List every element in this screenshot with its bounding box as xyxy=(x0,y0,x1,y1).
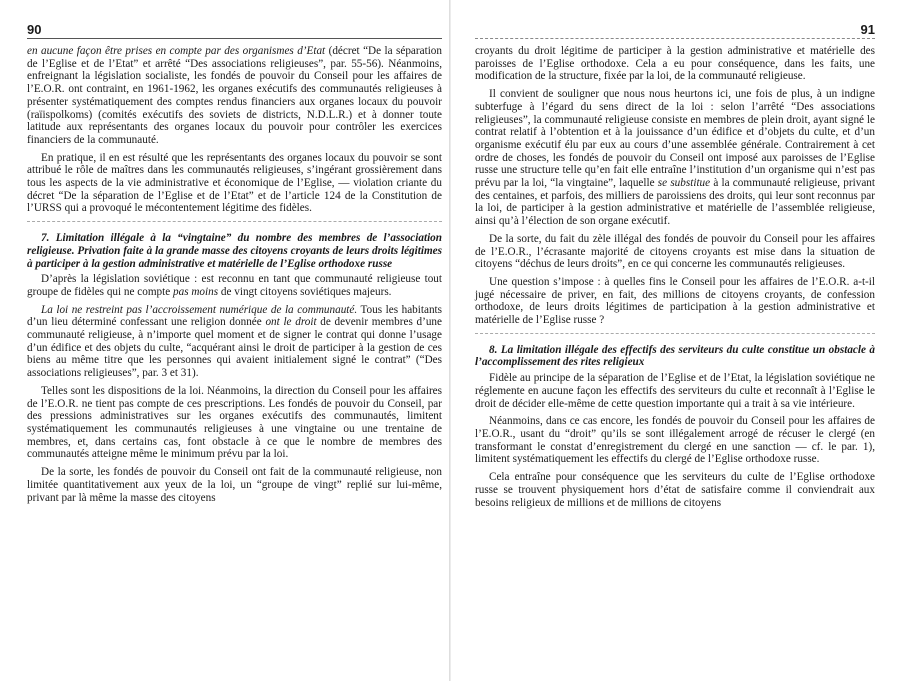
left-p4-italic-2: ont le droit xyxy=(265,316,317,329)
right-paragraph-3: De la sorte, du fait du zèle illégal des fondés de pouvoir du Conseil pour les affaires de l’E.O.R., l’écrasante majorité de citoyens croyants est mise dans la situation de citoyens “déchus de leurs droits”, en ce qui concerne les communautés religieuses. xyxy=(475,232,875,271)
left-p1-rest: (décret “De la séparation de l’Eglise et de l’Etat” et arrêté “Des associations religieuses”, par. 55-56). Néanmoins, enfreignant la législation socialiste, les fondés de pouvoir du Conseil pour les affaires de l’E.O.R. ont contraint, en 1961-1962, les organes exécutifs des communautés religieuses à présenter systématiquement des comptes rendus financiers aux organes locaux du pouvoir (raïispolkoms) (comités exécutifs des soviets de districts, N.D.L.R.) et à donner toute latitude aux représentants des organes locaux du pouvoir pour contrôler les exercices financiers de la communauté. xyxy=(27,45,442,146)
left-p4-text-a: Tous les habitants d’un lieu déterminé confessant une religion donnée xyxy=(27,303,443,329)
left-p4-italic: La loi ne restreint pas l’accroissement numérique de la communauté. xyxy=(41,303,358,316)
right-page xyxy=(451,0,901,681)
right-page-header xyxy=(475,22,875,39)
left-page-number: 90 xyxy=(27,22,42,37)
section-7-heading: 7. Limitation illégale à la “vingtaine” du nombre des membres de l’association religieuse. Privation faite à la grande masse des citoyens croyants de leurs droits légitimes à participer à la gestion administrative et matérielle de l’Eglise orthodoxe russe xyxy=(27,232,442,270)
right-paragraph-4: Une question s’impose : à quelles fins le Conseil pour les affaires de l’E.O.R. a-t-il jugé nécessaire de priver, en fait, des millions de citoyens croyants, de confession orthodoxe, de leurs droits légitimes de participation à la gestion administrative et matérielle de l’Eglise russe ? xyxy=(475,275,875,327)
left-p1-italic: en aucune façon être prises en compte par des organismes d’Etat xyxy=(27,45,326,57)
section-8-heading: 8. La limitation illégale des effectifs des serviteurs du culte constitue un obstacle à l’accomplissement des rites religieux xyxy=(475,343,875,369)
left-page-header xyxy=(27,22,442,39)
right-paragraph-6: Néanmoins, dans ce cas encore, les fondés de pouvoir du Conseil pour les affaires de l’E.O.R., usant du “droit” qu’ils se sont illégalement arrogé de récuser le clergé (en transformant le constat d’enregistrement du clergé en une sanction — cf. le par. 1), limitent systématiquement les effectifs du clergé de l’Eglise orthodoxe russe. xyxy=(475,415,875,466)
right-p2-text-b: à la communauté religieuse, privant des centaines, et parfois, des milliers de paroissiens des droits, qui leur sont reconnus par la loi, de participer à la gestion administrative et matérielle de l’assemblée religieuse, ainsi qu’à l’élection de son organe exécutif. xyxy=(475,177,875,228)
left-p3-text-a: D’après la législation soviétique : est reconnu en tant que communauté religieuse tout groupe de fidèles qui ne compte xyxy=(27,273,442,298)
right-page-number: 91 xyxy=(860,22,875,37)
left-paragraph-2: En pratique, il en est résulté que les représentants des organes locaux du pouvoir se sont attribué le rôle de maîtres dans les communautés religieuses, s’ingérant grossièrement dans tous les aspects de la vie administrative et économique de l’Eglise, — violation criante du décret “De la séparation de l’Eglise et de l’Etat” et de l’article 124 de la Constitution de l’URSS qui a provoqué le mécontentement légitime des fidèles. xyxy=(27,151,442,215)
right-p2-italic: se substitue xyxy=(657,177,711,190)
section-separator-right xyxy=(475,333,875,334)
right-paragraph-7: Cela entraîne pour conséquence que les serviteurs du culte de l’Eglise orthodoxe russe se trouvent physiquement hors d’état de satisfaire comme il conviendrait aux besoins religieux de millions et de millions de citoyens xyxy=(475,471,875,509)
left-p3-text-b: de vingt citoyens soviétiques majeurs. xyxy=(218,285,392,298)
left-paragraph-6: De la sorte, les fondés de pouvoir du Conseil ont fait de la communauté religieuse, non limitée quantitativement aux yeux de la loi, un “groupe de vingt” replié sur lui-même, privant par là même la masse des citoyens xyxy=(27,466,442,504)
right-paragraph-1: croyants du droit légitime de participer à la gestion administrative et matérielle des paroisses de l’Eglise orthodoxe. Cela a eu pour conséquence, dans les faits, une modification de la structure, fixée par la loi, de la communauté religieuse. xyxy=(475,45,875,83)
right-paragraph-5: Fidèle au principe de la séparation de l’Eglise et de l’Etat, la législation soviétique ne réglemente en aucune façon les effectifs des serviteurs du culte et reconnaît à l’Eglise le droit de décider elle-même de cette question importante qui a trait à sa vie intérieure. xyxy=(475,372,875,410)
left-p3-italic: pas moins xyxy=(173,285,219,298)
left-paragraph-1 xyxy=(27,45,442,147)
right-paragraph-2 xyxy=(475,88,875,228)
left-paragraph-5: Telles sont les dispositions de la loi. Néanmoins, la direction du Conseil pour les affaires de l’E.O.R. ne tient pas compte de ces prescriptions. Les fondés de pouvoir du Conseil, par des pressions administratives sur les organes exécutifs des communautés, limitent systématiquement les communautés religieuses à une vingtaine ou une trentaine de membres, et, dans certains cas, font obstacle à ce que le nombre de membres des communautés atteigne même le minimum prévu par la loi. xyxy=(27,384,442,461)
section-separator xyxy=(27,221,442,222)
left-paragraph-4 xyxy=(27,304,442,380)
left-paragraph-3 xyxy=(27,273,442,298)
right-p2-text-a: Il convient de souligner que nous nous heurtons ici, une fois de plus, à un indigne subterfuge à l’égard du sens direct de la loi : selon l’arrêté “Des associations religieuses”, la communauté religieuse consiste en membres de plein droit, ayant signé le contrat relatif à l’obtention et à la jouissance d’un édifice et d’objets du culte, et d’un organisme exécutif élu par eux au cours d’une assemblée générale. Contrairement à cet ordre de choses, les fondés de pouvoir du Conseil ont imposé aux paroisses de l’Eglise russe une structure telle qu’en fait elle entraîne l’institution d’un organisme qui n’est pas prévu par la loi, “la vingtaine”, laquelle xyxy=(475,88,875,190)
left-p4-text-b: de devenir membres d’une communauté religieuse, à n’importe quel moment et de signer le contrat qui donne l’usage d’un édifice et des objets du culte, “acquérant ainsi le droit de participer à la gestion de ces biens au même titre que les personnes qui avaient initialement signé le contrat” (“Des associations religieuses”, par. 3 et 31). xyxy=(27,316,442,380)
left-page xyxy=(0,0,450,681)
